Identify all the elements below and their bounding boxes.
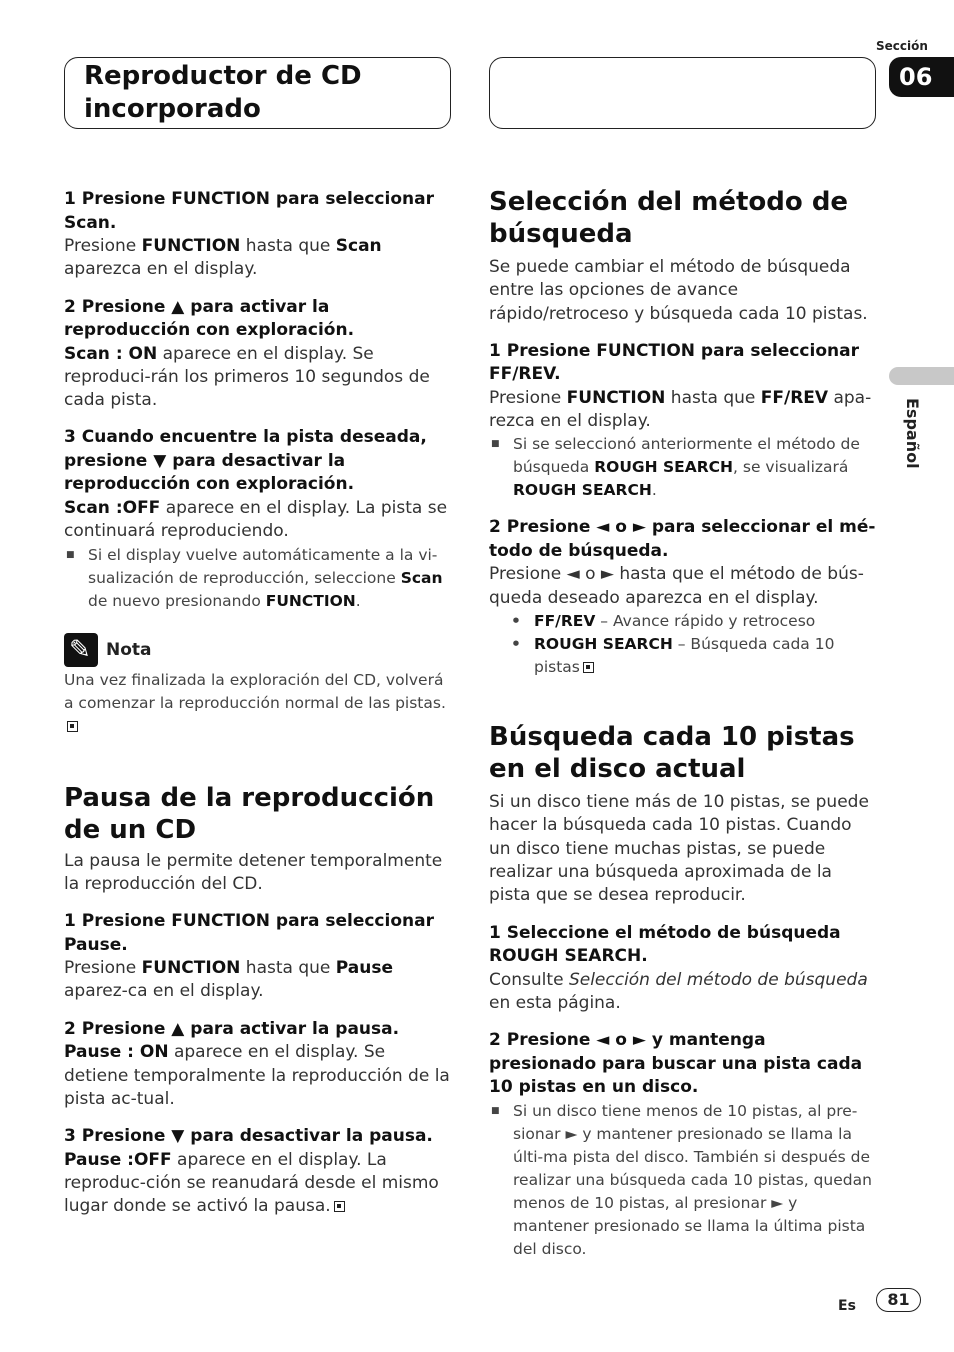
search-step-1-title: 1 Presione FUNCTION para seleccionar FF/REV. [489, 340, 859, 385]
scan-step-1-title: 1 Presione FUNCTION para seleccionar Scan. [64, 189, 434, 233]
pause-step-1-title: 1 Presione FUNCTION para seleccionar Pause. [64, 911, 434, 955]
rough-search-intro: Si un disco tiene más de 10 pistas, se puede hacer la búsqueda cada 10 pistas. Cuando un disco tiene muchas pistas, se puede realizar una búsqueda aproximada de la pista que se desea reproducir. [489, 792, 869, 906]
pause-heading: Pausa de la reproducción de un CD [64, 782, 435, 845]
end-mark-icon [583, 662, 594, 673]
scan-step-3-body: Scan :OFF aparece en el display. La pista se continuará reproduciendo. [64, 497, 448, 542]
pause-step-1-body: Presione FUNCTION hasta que Pause aparez-ca en el display. [64, 958, 393, 1002]
rough-search-heading: Búsqueda cada 10 pistas en el disco actual [489, 722, 855, 785]
page-number: 81 [876, 1288, 921, 1312]
pause-step-3-title: 3 Presione ▼ para desactivar la pausa. [64, 1126, 433, 1147]
rough-step-2-title: 2 Presione ◄ o ► y mantenga presionado para buscar una pista cada 10 pistas en un disco. [489, 1030, 863, 1098]
language-code: Es [838, 1298, 856, 1314]
right-column [489, 186, 877, 1261]
search-step-2-title: 2 Presione ◄ o ► para seleccionar el mé-todo de búsqueda. [489, 517, 876, 561]
note-header [64, 633, 454, 667]
search-step-2-body: Presione ◄ o ► hasta que el método de bús-queda deseado aparezca en el display. [489, 564, 864, 608]
search-step-1-body: Presione FUNCTION hasta que FF/REV apa-rezca en el display. [489, 387, 872, 432]
left-column [64, 188, 454, 1219]
scan-step-1-body: Presione FUNCTION hasta que Scan aparezca en el display. [64, 236, 382, 280]
scan-step-3-note: ■ Si el display vuelve automáticamente a la vi-sualización de reproducción, seleccione Scan de nuevo presionando FUNCTION. [64, 544, 454, 613]
rough-step-2-note: ■ Si un disco tiene menos de 10 pistas, al pre-sionar ► y mantener presionado se llama la últi-ma pista del disco. También si después de realizar una búsqueda cada 10 pistas, quedan menos de 10 pistas, al presionar ► y mantener presionado se llama la última pista del disco. [489, 1100, 877, 1261]
chapter-title: Reproductor de CD incorporado [84, 61, 362, 124]
end-mark-icon [334, 1201, 345, 1212]
pause-step-3-body: Pause :OFF aparece en el display. La reproduc-ción se reanudará desde el mismo lugar donde se activó la pausa. [64, 1149, 439, 1217]
scan-step-3-title: 3 Cuando encuentre la pista deseada, presione ▼ para desactivar la reproducción con exploración. [64, 427, 427, 495]
note-text: Una vez finalizada la exploración del CD, volverá a comenzar la reproducción normal de las pistas. [64, 669, 454, 738]
section-number-badge: 06 [889, 57, 954, 97]
pause-step-2-title: 2 Presione ▲ para activar la pausa. [64, 1018, 400, 1039]
section-label: Sección [876, 39, 928, 53]
pause-step-2-body: Pause : ON aparece en el display. Se detiene temporalmente la reproducción de la pista ac-tual. [64, 1042, 450, 1109]
empty-header-box [489, 57, 876, 129]
rough-step-1-title: 1 Seleccione el método de búsqueda ROUGH SEARCH. [489, 922, 841, 967]
scan-step-2-title: 2 Presione ▲ para activar la reproducción con exploración. [64, 296, 355, 341]
note-pencil-icon [64, 633, 98, 667]
scan-step-2-body: Scan : ON aparece en el display. Se reproduci-rán los primeros 10 segundos de cada pista. [64, 343, 430, 411]
option-rough-search: • ROUGH SEARCH – Búsqueda cada 10 pistas [489, 633, 877, 679]
search-step-1-note: ■ Si se seleccionó anteriormente el método de búsqueda ROUGH SEARCH, se visualizará ROUGH SEARCH. [489, 433, 877, 502]
option-ff-rev: • FF/REV – Avance rápido y retroceso [489, 610, 877, 633]
search-method-heading: Selección del método de búsqueda [489, 187, 849, 249]
language-label: Español [903, 398, 922, 469]
search-method-intro: Se puede cambiar el método de búsqueda entre las opciones de avance rápido/retroceso y búsqueda cada 10 pistas. [489, 257, 868, 324]
note-label: Nota [106, 639, 152, 660]
pause-intro: La pausa le permite detener temporalmente la reproducción del CD. [64, 850, 443, 894]
end-mark-icon [67, 721, 78, 732]
rough-step-1-body: Consulte Selección del método de búsqueda en esta página. [489, 969, 868, 1013]
language-tab [889, 367, 954, 385]
